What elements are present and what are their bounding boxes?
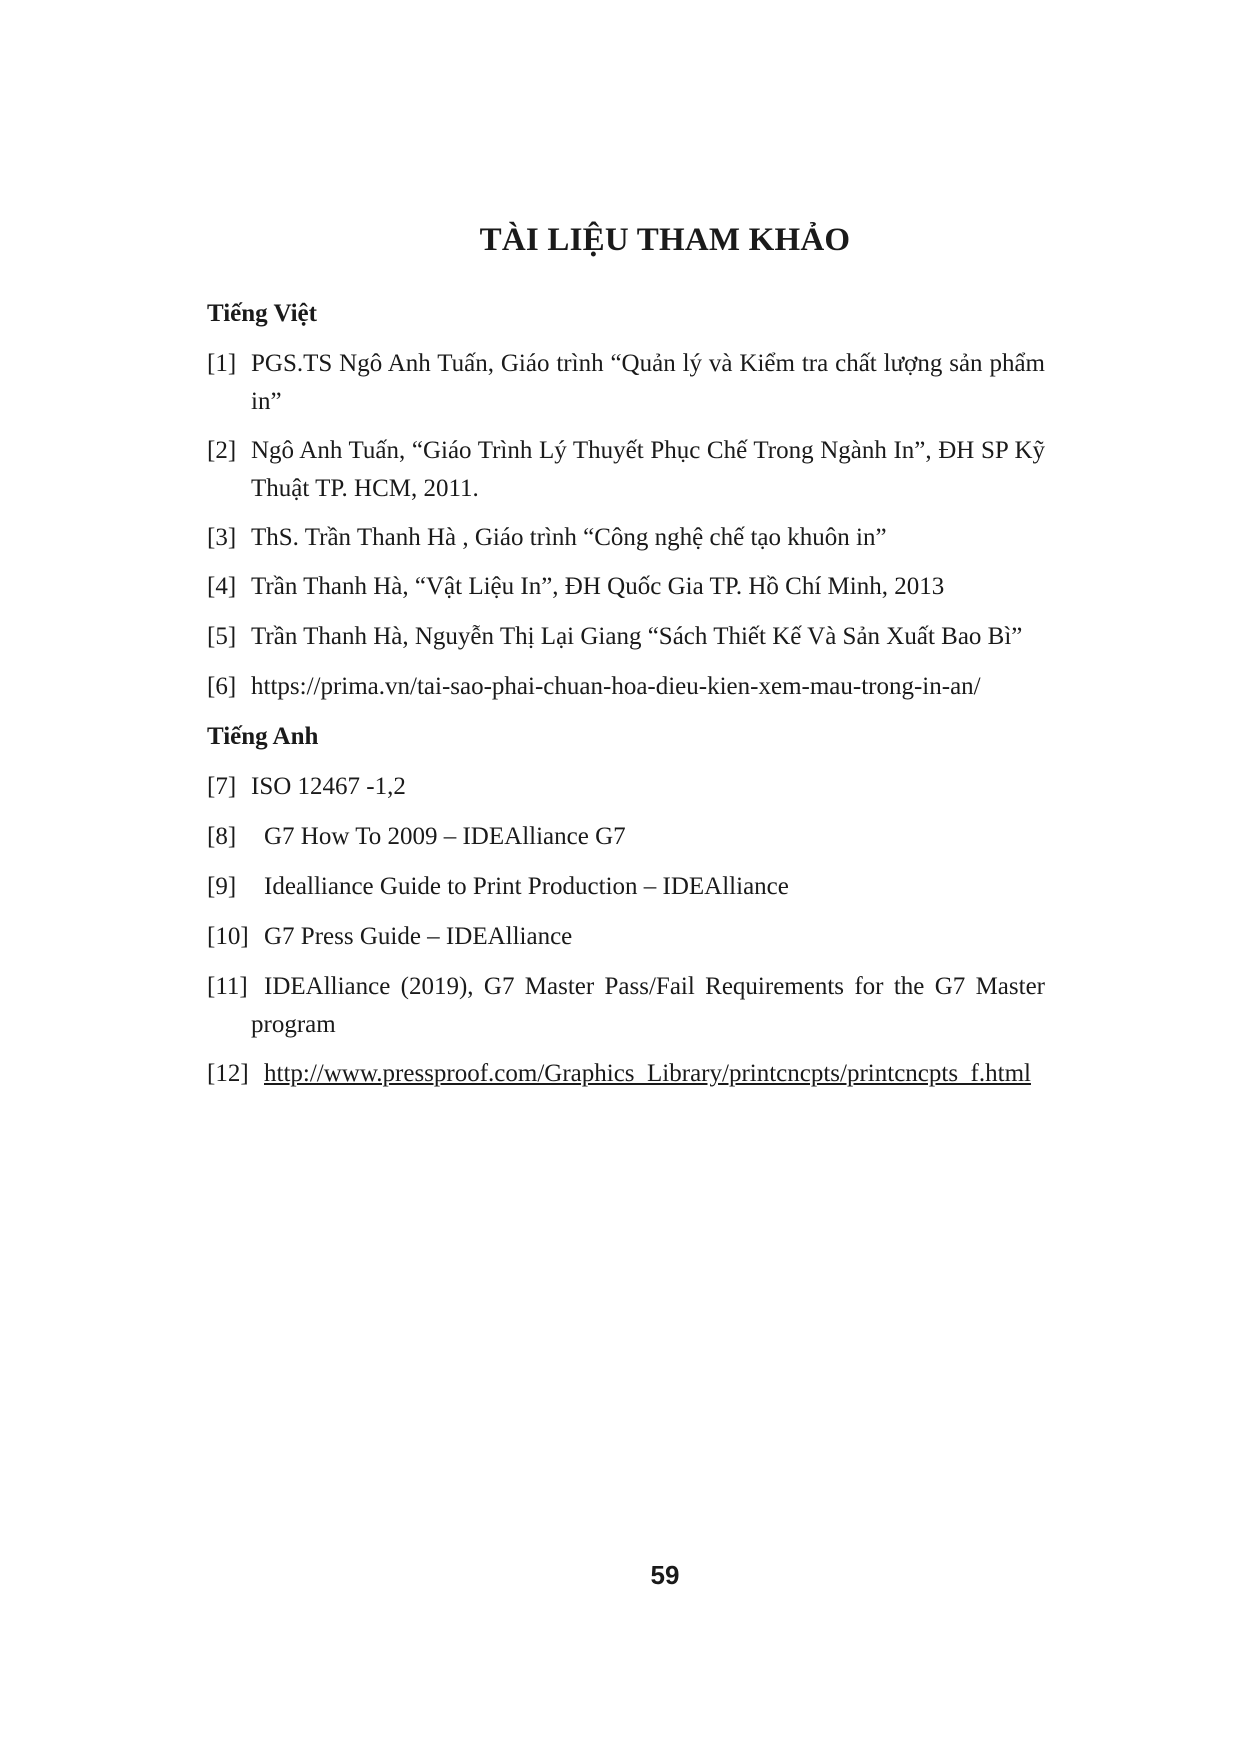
reference-item — [207, 618, 1045, 656]
section-heading-english: Tiếng Anh — [207, 723, 319, 750]
page-number: 59 — [650, 1560, 680, 1590]
reference-text: ThS. Trần Thanh Hà , Giáo trình “Công nghệ chế tạo khuôn in” — [251, 524, 887, 551]
reference-number: [11] — [207, 973, 248, 1000]
reference-number: [6] — [207, 673, 237, 700]
reference-item — [207, 519, 1045, 557]
reference-text: G7 How To 2009 – IDEAlliance G7 — [264, 823, 626, 850]
reference-item — [207, 818, 1045, 856]
page-title: TÀI LIỆU THAM KHẢO — [479, 222, 851, 258]
reference-link[interactable]: http://www.pressproof.com/Graphics_Library/printcncpts/printcncpts_f.html — [264, 1060, 1031, 1087]
reference-number: [5] — [207, 623, 237, 650]
reference-text: G7 Press Guide – IDEAlliance — [264, 923, 573, 950]
reference-item — [207, 345, 1045, 421]
reference-text: https://prima.vn/tai-sao-phai-chuan-hoa-dieu-kien-xem-mau-trong-in-an/ — [251, 673, 981, 700]
reference-number: [7] — [207, 773, 237, 800]
reference-text — [207, 968, 1045, 1044]
reference-text: Trần Thanh Hà, Nguyễn Thị Lại Giang “Sách Thiết Kế Và Sản Xuất Bao Bì” — [251, 623, 1023, 650]
reference-text: ISO 12467 -1,2 — [251, 773, 406, 800]
reference-item — [207, 918, 1045, 956]
reference-text-content: IDEAlliance (2019), G7 Master Pass/Fail Requirements for the G7 Master program — [251, 973, 1045, 1038]
section-heading-vietnamese: Tiếng Việt — [207, 300, 317, 327]
reference-number: [4] — [207, 573, 237, 600]
reference-item — [207, 1055, 1045, 1093]
reference-item — [207, 868, 1045, 906]
reference-text — [207, 1055, 1045, 1093]
reference-text: Idealliance Guide to Print Production – IDEAlliance — [264, 873, 789, 900]
reference-item — [207, 432, 1045, 508]
reference-item — [207, 668, 1045, 706]
reference-item — [207, 768, 1045, 806]
reference-number: [12] — [207, 1060, 249, 1087]
reference-text: Ngô Anh Tuấn, “Giáo Trình Lý Thuyết Phục Chế Trong Ngành In”, ĐH SP Kỹ Thuật TP. HCM, 2011. — [251, 437, 1045, 502]
reference-number: [2] — [207, 437, 237, 464]
reference-item — [207, 568, 1045, 606]
reference-text: Trần Thanh Hà, “Vật Liệu In”, ĐH Quốc Gia TP. Hồ Chí Minh, 2013 — [251, 573, 945, 600]
reference-item — [207, 968, 1045, 1044]
reference-number: [3] — [207, 524, 237, 551]
reference-text: PGS.TS Ngô Anh Tuấn, Giáo trình “Quản lý và Kiểm tra chất lượng sản phẩm in” — [251, 350, 1045, 415]
reference-number: [1] — [207, 350, 237, 377]
reference-number: [10] — [207, 923, 249, 950]
reference-number: [8] — [207, 823, 237, 850]
reference-number: [9] — [207, 873, 237, 900]
